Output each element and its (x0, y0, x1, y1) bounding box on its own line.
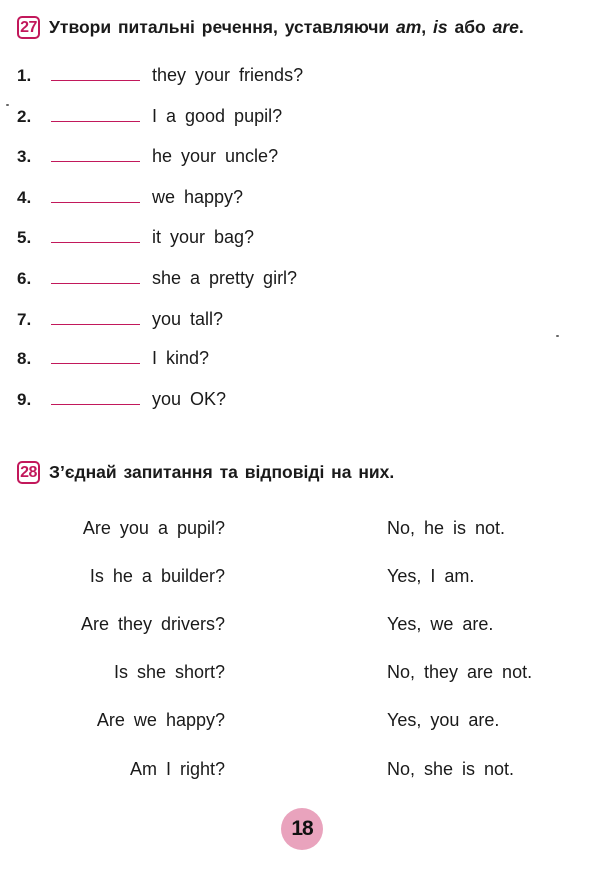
match-question[interactable]: Is she short? (113, 662, 225, 682)
exercise-27-header (17, 16, 524, 39)
exercise-27-item (17, 224, 254, 250)
match-answer[interactable]: Yes, you are. (387, 710, 500, 730)
match-question[interactable]: Are they drivers? (80, 614, 225, 634)
answer-blank[interactable] (51, 345, 140, 364)
item-number: 9. (17, 390, 32, 409)
match-answer[interactable]: Yes, I am. (387, 566, 475, 586)
title-or: або (454, 17, 486, 37)
item-text: I a good pupil? (152, 106, 283, 126)
match-answer[interactable]: No, she is not. (387, 759, 515, 779)
match-question[interactable]: Is he a builder? (89, 566, 225, 586)
scan-speck (556, 335, 559, 337)
item-text: she a pretty girl? (152, 268, 298, 288)
exercise-27-item (17, 306, 223, 332)
exercise-27-item (17, 345, 209, 371)
exercise-28-title: З’єднай запитання та відповіді на них. (49, 462, 395, 482)
answer-blank[interactable] (51, 103, 140, 122)
exercise-27-item (17, 386, 226, 412)
item-number: 6. (17, 269, 32, 288)
item-number: 4. (17, 188, 32, 207)
exercise-27-number: 27 (17, 16, 40, 39)
match-question[interactable]: Am I right? (129, 759, 225, 779)
item-text: we happy? (152, 187, 244, 207)
exercise-28-header (17, 461, 394, 484)
match-question[interactable]: Are you a pupil? (82, 518, 225, 538)
answer-blank[interactable] (51, 306, 140, 325)
answer-blank[interactable] (51, 62, 140, 81)
item-text: it your bag? (152, 227, 255, 247)
match-answer[interactable]: No, he is not. (387, 518, 506, 538)
exercise-27-title-prefix: Утвори питальні речення, уставляючи (49, 17, 390, 37)
item-text: he your uncle? (152, 146, 279, 166)
match-question[interactable]: Are we happy? (96, 710, 225, 730)
item-text: you OK? (152, 389, 227, 409)
page-number-badge: 18 (281, 808, 323, 850)
scan-speck (6, 104, 9, 106)
item-text: you tall? (152, 309, 224, 329)
keyword-am: am (396, 17, 422, 37)
exercise-27-item (17, 62, 303, 88)
exercise-27-title: Утвори питальні речення, уставляючи am, is або are. (49, 17, 524, 37)
match-answer[interactable]: No, they are not. (387, 662, 533, 682)
keyword-is: is (433, 17, 448, 37)
exercise-27-item (17, 143, 278, 169)
item-number: 1. (17, 66, 32, 85)
match-answer[interactable]: Yes, we are. (387, 614, 494, 634)
exercise-27-item (17, 265, 297, 291)
item-number: 5. (17, 228, 32, 247)
answer-blank[interactable] (51, 184, 140, 203)
answer-blank[interactable] (51, 386, 140, 405)
exercise-28-number: 28 (17, 461, 40, 484)
answer-blank[interactable] (51, 265, 140, 284)
item-text: I kind? (152, 348, 210, 368)
keyword-are: are (492, 17, 519, 37)
item-number: 3. (17, 147, 32, 166)
answer-blank[interactable] (51, 224, 140, 243)
exercise-27-item (17, 103, 282, 129)
answer-blank[interactable] (51, 143, 140, 162)
item-number: 8. (17, 349, 32, 368)
item-number: 7. (17, 310, 32, 329)
item-text: they your friends? (152, 65, 304, 85)
item-number: 2. (17, 107, 32, 126)
exercise-27-item (17, 184, 243, 210)
